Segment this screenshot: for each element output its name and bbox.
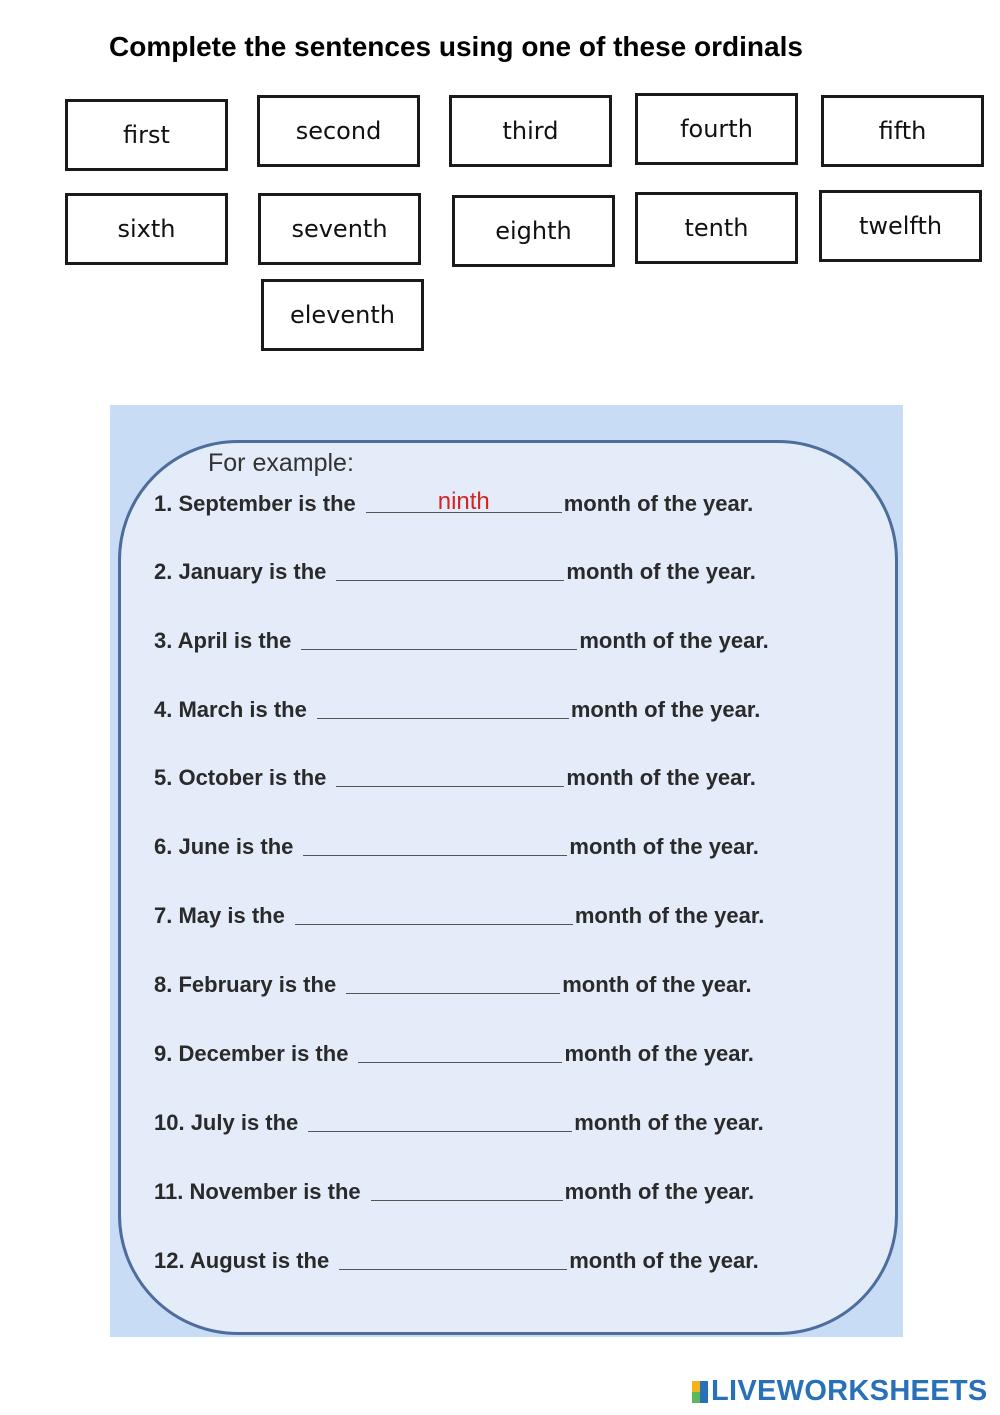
answer-blank[interactable]: [336, 554, 564, 581]
sentence-start: 4. March is the: [154, 697, 307, 722]
sentence-start: 10. July is the: [154, 1110, 299, 1135]
sentence-end: month of the year.: [570, 697, 761, 722]
answer-blank[interactable]: [295, 898, 573, 925]
sentence-12: [154, 1240, 759, 1274]
word-card-second[interactable]: second: [257, 95, 420, 167]
sentence-10: [154, 1102, 764, 1136]
sentence-start: 8. February is the: [154, 972, 337, 997]
word-card-eighth[interactable]: eighth: [452, 195, 615, 267]
sentence-end: month of the year.: [564, 1179, 755, 1204]
sentence-5: [154, 757, 756, 791]
answer-input[interactable]: [336, 554, 564, 580]
sentence-start: 3. April is the: [154, 628, 292, 653]
logo-text: LIVEWORKSHEETS: [711, 1375, 988, 1407]
sentence-end: month of the year.: [563, 491, 754, 516]
answer-input[interactable]: [301, 623, 577, 649]
word-card-first[interactable]: first: [65, 99, 228, 171]
sentence-end: month of the year.: [566, 765, 756, 790]
instruction-heading: Complete the sentences using one of these ordinals: [109, 31, 803, 62]
answer-blank[interactable]: [301, 623, 577, 650]
answer-input[interactable]: [308, 1105, 572, 1131]
answer-blank[interactable]: [317, 692, 569, 719]
sentence-1: [154, 483, 753, 517]
sentence-end: month of the year.: [569, 1248, 759, 1273]
word-card-eleventh[interactable]: eleventh: [261, 279, 424, 351]
example-answer: ninth: [437, 488, 490, 515]
sentence-6: [154, 826, 759, 860]
sentence-start: 6. June is the: [154, 834, 294, 859]
word-card-third[interactable]: third: [449, 95, 612, 167]
answer-blank[interactable]: [339, 1243, 567, 1270]
liveworksheets-mark-icon: [692, 1381, 708, 1403]
answer-input[interactable]: [346, 967, 560, 993]
answer-input[interactable]: [336, 760, 564, 786]
word-card-twelfth[interactable]: twelfth: [819, 190, 982, 262]
example-label: For example:: [208, 449, 354, 477]
word-card-tenth[interactable]: tenth: [635, 192, 798, 264]
sentence-end: month of the year.: [566, 559, 756, 584]
sentence-end: month of the year.: [574, 1110, 764, 1135]
answer-blank[interactable]: [346, 967, 560, 994]
answer-blank[interactable]: [358, 1036, 562, 1063]
sentence-start: 11. November is the: [154, 1179, 361, 1204]
answer-input[interactable]: [317, 692, 569, 718]
sentence-start: 7. May is the: [154, 903, 285, 928]
answer-blank[interactable]: [336, 760, 564, 787]
answer-blank[interactable]: [371, 1174, 563, 1201]
word-card-fifth[interactable]: fifth: [821, 95, 984, 167]
sentence-8: [154, 964, 752, 998]
sentence-end: month of the year.: [562, 972, 752, 997]
word-card-seventh[interactable]: seventh: [258, 193, 421, 265]
answer-blank[interactable]: [303, 829, 567, 856]
sentence-start: 9. December is the: [154, 1041, 349, 1066]
sentence-9: [154, 1033, 754, 1067]
sentence-start: 12. August is the: [154, 1248, 330, 1273]
sentence-start: 5. October is the: [154, 765, 327, 790]
sentence-end: month of the year.: [574, 903, 765, 928]
sentence-4: [154, 689, 760, 723]
answer-blank[interactable]: [308, 1105, 572, 1132]
sentence-end: month of the year.: [569, 834, 759, 859]
answer-input[interactable]: [371, 1174, 563, 1200]
answer-blank-example: [366, 486, 562, 513]
answer-input[interactable]: [295, 898, 573, 924]
word-card-sixth[interactable]: sixth: [65, 193, 228, 265]
sentence-start: 1. September is the: [154, 491, 356, 516]
exercise-panel: [110, 405, 903, 1337]
answer-input[interactable]: [358, 1036, 562, 1062]
sentence-end: month of the year.: [579, 628, 769, 653]
word-card-fourth[interactable]: fourth: [635, 93, 798, 165]
sentence-7: [154, 895, 764, 929]
sentence-3: [154, 620, 769, 654]
sentence-11: [154, 1171, 754, 1205]
sentence-end: month of the year.: [564, 1041, 754, 1066]
answer-input[interactable]: [303, 829, 567, 855]
sentence-2: [154, 551, 756, 585]
answer-input[interactable]: [339, 1243, 567, 1269]
sentence-start: 2. January is the: [154, 559, 327, 584]
liveworksheets-logo: [692, 1375, 988, 1408]
